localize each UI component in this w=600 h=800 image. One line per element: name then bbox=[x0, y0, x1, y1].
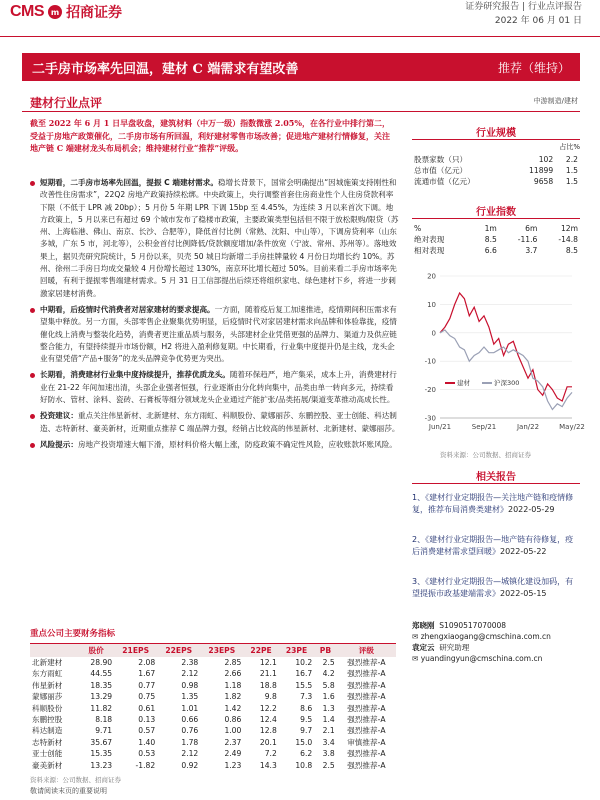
table-header-row bbox=[30, 644, 396, 658]
x-tick-label: Jan/22 bbox=[516, 423, 540, 431]
related-report-date: 2022-05-29 bbox=[508, 505, 555, 514]
table-header-cell: 22EPS bbox=[157, 644, 200, 658]
table-cell: -1.82 bbox=[135, 760, 156, 770]
table-row bbox=[412, 176, 580, 187]
series-line bbox=[440, 330, 572, 410]
paragraph-lead: 风险提示： bbox=[40, 439, 78, 449]
header-divider bbox=[0, 36, 600, 37]
footer-note: 敬请阅读末页的重要说明 bbox=[30, 787, 107, 795]
table-row bbox=[30, 748, 396, 759]
table-row bbox=[30, 760, 396, 771]
table-cell: 12.2 bbox=[259, 703, 277, 713]
related-report[interactable] bbox=[412, 534, 580, 558]
table-cell: 审慎推荐-A bbox=[347, 737, 386, 747]
table-cell: 0.86 bbox=[224, 715, 242, 725]
section-title: 建材行业点评 bbox=[30, 96, 103, 110]
table-cell: 28.90 bbox=[90, 658, 113, 667]
report-type: 证券研究报告 | 行业点评报告 bbox=[465, 2, 582, 12]
email-icon: ✉ bbox=[412, 632, 419, 641]
paragraph-lead: 短期看，二手房市场率先回温，提振 C 端建材需求。 bbox=[40, 178, 218, 187]
table-cell: 7.2 bbox=[264, 749, 277, 759]
table-cell: 3.8 bbox=[322, 749, 335, 759]
table-header-cell: 22PE bbox=[243, 644, 278, 658]
index-divider bbox=[412, 218, 580, 219]
table-cell: 21.1 bbox=[259, 669, 277, 679]
table-row bbox=[30, 657, 396, 668]
table-cell: 北新建材 bbox=[32, 658, 63, 667]
table-cell: 11.82 bbox=[90, 703, 113, 713]
table-cell: 0.57 bbox=[138, 726, 156, 736]
table-cell: 1.35 bbox=[181, 692, 199, 702]
table-cell: 15.35 bbox=[90, 749, 113, 759]
table-cell: 6.6 bbox=[484, 246, 497, 255]
table-cell: 2.12 bbox=[181, 669, 199, 679]
table-header-cell: 21EPS bbox=[114, 644, 157, 658]
email-icon: ✉ bbox=[412, 654, 419, 663]
table-cell: 1.01 bbox=[181, 703, 199, 713]
table-cell: 股票家数（只） bbox=[414, 155, 468, 164]
table-row bbox=[30, 691, 396, 702]
table-cell: 8.6 bbox=[300, 703, 313, 713]
index-title: 行业指数 bbox=[476, 207, 516, 218]
table-header-cell bbox=[30, 644, 78, 658]
paragraph-lead: 中期看，后疫情时代消费者对居家建材的要求提高。 bbox=[40, 304, 215, 314]
y-tick-label: -10 bbox=[424, 357, 436, 366]
header-meta bbox=[465, 0, 582, 28]
logo bbox=[10, 2, 122, 22]
related-report-date: 2022-05-22 bbox=[500, 547, 547, 556]
paragraph bbox=[30, 369, 400, 406]
logo-cn-text: 招商证券 bbox=[66, 5, 123, 21]
table-cell: 10.2 bbox=[295, 658, 313, 667]
paragraph bbox=[30, 410, 400, 435]
table-row bbox=[30, 714, 396, 725]
table-cell: 2.5 bbox=[322, 760, 335, 770]
table-cell: 12m bbox=[560, 224, 578, 233]
scale-title: 行业规模 bbox=[476, 128, 516, 139]
table-cell: 1.82 bbox=[224, 692, 242, 702]
x-tick-label: Sep/21 bbox=[471, 423, 497, 431]
table-cell: 1.78 bbox=[181, 737, 199, 747]
x-tick-label: May/22 bbox=[559, 423, 585, 431]
table-cell: 35.67 bbox=[90, 737, 113, 747]
table-cell: 8.5 bbox=[484, 235, 497, 244]
table-cell: 18.35 bbox=[90, 680, 113, 690]
table-cell: 14.3 bbox=[259, 760, 277, 770]
table-cell: 流通市值（亿元） bbox=[414, 177, 475, 186]
table-cell: 0.53 bbox=[138, 749, 156, 759]
paragraph-text: 稳增长背景下，国常会明确提出“因城施策支持刚性和改善性住房需求”，22Q2 房地产政策持续松绑。中央政策上，央行调整首套住房商业性个人住房贷款利率下限（不低于 LPR 减 20bp）；5 月份 5 年期 LPR 下调 15bp 至 4.45%，为连续 3 月以来首次下调。地方政策上，5 月以来已有超过 69 个城市发布了稳楼市政策，主要政策类型包括但不限于放松限购/限贷（苏州、上海临港、佛山、南京、长沙、合肥等），降低首付比例（常熟、沈阳、中山等），下调房贷利率（山东多城，广东 5 市，河北等），公积金首付比例降低/贷款额度增加/条件放宽（宁波、常州、苏州等）。落地效果上，据贝壳研究院统计，5 月份以来，贝壳 50 城日均新增二手房挂牌量较 4 月份日均增长约 10%。苏州、徐州二手房日均成交量较 4 月份增长超过 130%，南京环比增长超过 50%。目前来看二手房市场率先回暖，有利于提振零售端建材需求。5 月 31 日工信部提出后续还将组织家电、绿色建材下乡，将进一步刺激家居建材消费。 bbox=[40, 178, 399, 298]
paragraph bbox=[30, 439, 400, 451]
index-table bbox=[412, 223, 580, 256]
analyst bbox=[412, 620, 551, 664]
table-cell: 1.23 bbox=[224, 760, 242, 770]
related-report[interactable] bbox=[412, 492, 580, 516]
table-cell: 3.4 bbox=[322, 737, 335, 747]
table-cell: 2.2 bbox=[565, 155, 578, 164]
table-cell: 1.3 bbox=[322, 703, 335, 713]
report-title: 二手房市场率先回温，建材 C 端需求有望改善 bbox=[32, 61, 299, 77]
body-text bbox=[30, 177, 400, 455]
table-cell: % bbox=[414, 224, 422, 233]
table-cell: 强烈推荐-A bbox=[347, 692, 386, 702]
analyst-email[interactable]: zhengxiaogang@cmschina.com.cn bbox=[420, 632, 551, 641]
table-cell: 8.18 bbox=[95, 715, 113, 725]
table-cell: 强烈推荐-A bbox=[347, 726, 386, 736]
related-report[interactable] bbox=[412, 576, 580, 600]
table-cell: 0.98 bbox=[181, 680, 199, 690]
table-cell: 强烈推荐-A bbox=[347, 715, 386, 725]
table-cell: 1.40 bbox=[138, 737, 156, 747]
related-report-title: 1、《建材行业定期报告—关注地产链和疫情修复，推荐布局消费类建材》 bbox=[412, 493, 574, 514]
table-cell: 东方雨虹 bbox=[32, 669, 63, 679]
table-cell: 2.37 bbox=[224, 737, 242, 747]
rating: 推荐（维持） bbox=[497, 60, 570, 75]
table-cell: 蒙娜丽莎 bbox=[32, 692, 63, 702]
table-row bbox=[412, 165, 580, 176]
table-cell: 强烈推荐-A bbox=[347, 749, 386, 759]
related-report-title: 2、《建材行业定期报告—地产链有待修复，疫后消费建材需求望回暖》 bbox=[412, 535, 574, 556]
table-cell: 1.5 bbox=[565, 177, 578, 186]
paragraph-text: 房地产投资增速大幅下滑，原材料价格大幅上涨，防疫政策不确定性风险，应收账款坏账风险。 bbox=[77, 439, 397, 449]
table-cell: 4.2 bbox=[322, 669, 335, 679]
table-cell: 强烈推荐-A bbox=[347, 703, 386, 713]
table-cell: 1.18 bbox=[224, 680, 242, 690]
table-cell: 2.08 bbox=[138, 658, 156, 667]
legend-label: 建材 bbox=[457, 379, 470, 387]
table-cell: 2.1 bbox=[322, 726, 335, 736]
y-tick-label: 0 bbox=[431, 329, 436, 338]
table-cell: 东鹏控股 bbox=[32, 715, 63, 725]
summary: 截至 2022 年 6 月 1 日早盘收盘，建筑材料（中万一级）指数微涨 2.05%，在各行业中排行第二，受益于房地产政策催化，二手房市场有所回温，利好建材零售市场改善；促进地产建材行情修复，关注地产链 C 端建材龙头布局机会；维持建材行业“推荐”评级。 bbox=[30, 118, 390, 153]
table-cell: 1.6 bbox=[322, 692, 335, 702]
table-row bbox=[30, 680, 396, 691]
report-date: 2022 年 06 月 01 日 bbox=[494, 16, 582, 26]
table-cell: 强烈推荐-A bbox=[347, 658, 386, 667]
section-divider bbox=[22, 111, 580, 112]
y-tick-label: 10 bbox=[427, 300, 436, 309]
table-body bbox=[30, 657, 396, 771]
table-cell: 20.1 bbox=[259, 737, 277, 747]
table-cell: 2.38 bbox=[181, 658, 199, 667]
table-cell: 15.0 bbox=[295, 737, 313, 747]
table-cell: 强烈推荐-A bbox=[347, 669, 386, 679]
table-cell: 0.61 bbox=[138, 703, 156, 713]
scale-divider bbox=[412, 139, 580, 140]
table-cell: 9.5 bbox=[300, 715, 313, 725]
table-row bbox=[412, 234, 580, 245]
table-source: 资料来源：公司数据、招商证券 bbox=[30, 776, 121, 784]
table-cell: 1.5 bbox=[565, 166, 578, 175]
analyst-name: 袁定云 bbox=[412, 643, 435, 652]
table-cell: 2.85 bbox=[224, 658, 242, 667]
paragraph-text: 重点关注伟星新材、北新建材、东方雨虹、科顺股份、蒙娜丽莎、东鹏控股、亚士创能、科达制造、志特新材、豪美新材，近期重点推荐 C 端品牌力强，经销占比较高的伟星新材、北新建材、蒙娜丽莎。 bbox=[40, 411, 400, 433]
x-tick-label: Jun/21 bbox=[428, 423, 452, 431]
table-cell: 科顺股份 bbox=[32, 703, 63, 713]
table-cell: 44.55 bbox=[90, 669, 113, 679]
table-cell: 1.00 bbox=[224, 726, 242, 736]
table-row bbox=[30, 737, 396, 748]
table-cell: 亚士创能 bbox=[32, 749, 63, 759]
table-cell: 相对表现 bbox=[414, 246, 445, 255]
y-tick-label: -30 bbox=[424, 414, 436, 423]
y-tick-label: 20 bbox=[427, 272, 436, 281]
logo-emblem-icon: m bbox=[48, 5, 62, 19]
related-title: 相关报告 bbox=[476, 472, 516, 483]
paragraph bbox=[30, 304, 400, 365]
table-cell: 1.4 bbox=[322, 715, 335, 725]
table-cell: 16.7 bbox=[295, 669, 313, 679]
y-tick-label: -20 bbox=[424, 386, 436, 395]
table-cell: 1.67 bbox=[138, 669, 156, 679]
table-cell: 2.5 bbox=[322, 658, 335, 667]
table-cell: 9.7 bbox=[300, 726, 313, 736]
table-cell: 2.12 bbox=[181, 749, 199, 759]
table-cell: 2.66 bbox=[224, 669, 242, 679]
analyst-id: S1090517070008 bbox=[439, 621, 507, 630]
related-divider bbox=[412, 483, 580, 484]
table-header-cell: PB bbox=[314, 644, 336, 658]
table-cell: 7.3 bbox=[300, 692, 313, 702]
table-cell: 伟星新材 bbox=[32, 680, 63, 690]
table-cell: 0.76 bbox=[181, 726, 199, 736]
table-cell: -14.8 bbox=[558, 235, 578, 244]
table-cell: 11899 bbox=[529, 166, 554, 175]
table-cell: 0.13 bbox=[138, 715, 156, 725]
logo-cms-text: CMS bbox=[10, 3, 45, 20]
paragraph-text: 一方面，随着疫后复工加速推进，疫情期间积压需求有望集中释放。另一方面，头部零售企业聚集优势明显，后疫情时代对家居建材需求向品牌和体验靠拢，疫情催化线上消费与整装化趋势，消费者更注重品质与服务，头部建材企业凭借更强的品牌力、渠道力及供应链整合能力，有望持续提升市场份额，H2 将进入盈利修复期。中长期看，行业集中度提升仍是主线，龙头企业有望凭借“产品+服务”的龙头品牌竞争优势更为突出。 bbox=[40, 304, 397, 364]
table-cell: 9.71 bbox=[95, 726, 113, 736]
table-cell: 9.8 bbox=[264, 692, 277, 702]
index-chart bbox=[412, 268, 585, 448]
table-cell: 科达制造 bbox=[32, 726, 63, 736]
paragraph-lead: 长期看，消费建材行业集中度持续提升，推荐优质龙头。 bbox=[40, 370, 230, 380]
table-cell: 0.92 bbox=[181, 760, 199, 770]
table-cell: 18.8 bbox=[259, 680, 277, 690]
table-cell: 1.42 bbox=[224, 703, 242, 713]
chart-source: 资料来源：公司数据、招商证券 bbox=[440, 451, 531, 459]
financial-table bbox=[30, 643, 396, 771]
paragraph-lead: 投资建议： bbox=[40, 411, 78, 421]
table-cell: 志特新材 bbox=[32, 737, 63, 747]
analyst-email[interactable]: yuandingyun@cmschina.com.cn bbox=[420, 654, 543, 663]
table-cell: 3.7 bbox=[525, 246, 538, 255]
analyst-id: 研究助理 bbox=[439, 643, 470, 652]
index-table-body bbox=[412, 223, 580, 256]
table-row bbox=[30, 725, 396, 736]
table-cell: 13.23 bbox=[90, 760, 113, 770]
table-cell: 102 bbox=[538, 155, 554, 164]
title-banner bbox=[22, 53, 580, 81]
table-cell: 0.75 bbox=[138, 692, 156, 702]
table-cell: 总市值（亿元） bbox=[414, 166, 468, 175]
table-row bbox=[412, 245, 580, 256]
table-cell: 15.5 bbox=[295, 680, 313, 690]
paragraph bbox=[30, 177, 400, 300]
table-cell: 6m bbox=[525, 224, 538, 233]
table-row bbox=[412, 223, 580, 234]
analyst-name: 郑晓刚 bbox=[412, 621, 435, 630]
table-cell: 0.66 bbox=[181, 715, 199, 725]
table-cell: -11.6 bbox=[517, 235, 538, 244]
table-cell: 0.77 bbox=[138, 680, 156, 690]
paragraph-text: 随着环保趋严，地产集采，成本上升，消费建材行业在 21-22 年间加速出清，头部企业强者恒强，行业逐渐由分化转向集中，品类由单一转向多元，持续看好防水、管材、涂料、瓷砖、石膏板等细分领域龙头企业通过产能扩张/品类拓展/渠道变革推动高成长性。 bbox=[40, 370, 397, 405]
category-label: 中游制造/建材 bbox=[533, 97, 578, 105]
table-cell: 强烈推荐-A bbox=[347, 760, 386, 770]
table-row bbox=[412, 154, 580, 165]
table-cell: 13.29 bbox=[90, 692, 113, 702]
table-row bbox=[30, 703, 396, 714]
table-cell: 9658 bbox=[533, 177, 554, 186]
related-report-title: 3、《建材行业定期报告—城镇化建设加码，有望提振市政基建端需求》 bbox=[412, 577, 574, 598]
table-header-cell: 股价 bbox=[78, 644, 114, 658]
table-row bbox=[30, 668, 396, 679]
table-cell: 强烈推荐-A bbox=[347, 680, 386, 690]
table-cell: 8.5 bbox=[565, 246, 578, 255]
table-title: 重点公司主要财务指标 bbox=[30, 629, 116, 639]
table-cell: 5.8 bbox=[322, 680, 335, 690]
table-cell: 12.8 bbox=[259, 726, 277, 736]
table-header-cell: 23PE bbox=[279, 644, 314, 658]
scale-table bbox=[412, 154, 580, 187]
scale-table-body bbox=[412, 154, 580, 187]
table-cell: 12.1 bbox=[259, 658, 277, 667]
table-cell: 12.4 bbox=[259, 715, 277, 725]
related-report-date: 2022-05-15 bbox=[500, 589, 547, 598]
scale-unit: 占比% bbox=[559, 143, 580, 151]
table-header-cell: 23EPS bbox=[200, 644, 243, 658]
table-cell: 10.8 bbox=[295, 760, 313, 770]
table-cell: 2.49 bbox=[224, 749, 242, 759]
legend-label: 沪深300 bbox=[494, 379, 520, 387]
table-header-cell: 评级 bbox=[337, 644, 396, 658]
table-cell: 1m bbox=[484, 224, 497, 233]
table-cell: 绝对表现 bbox=[414, 235, 445, 244]
table-cell: 豪美新材 bbox=[32, 760, 63, 770]
table-cell: 6.2 bbox=[300, 749, 313, 759]
